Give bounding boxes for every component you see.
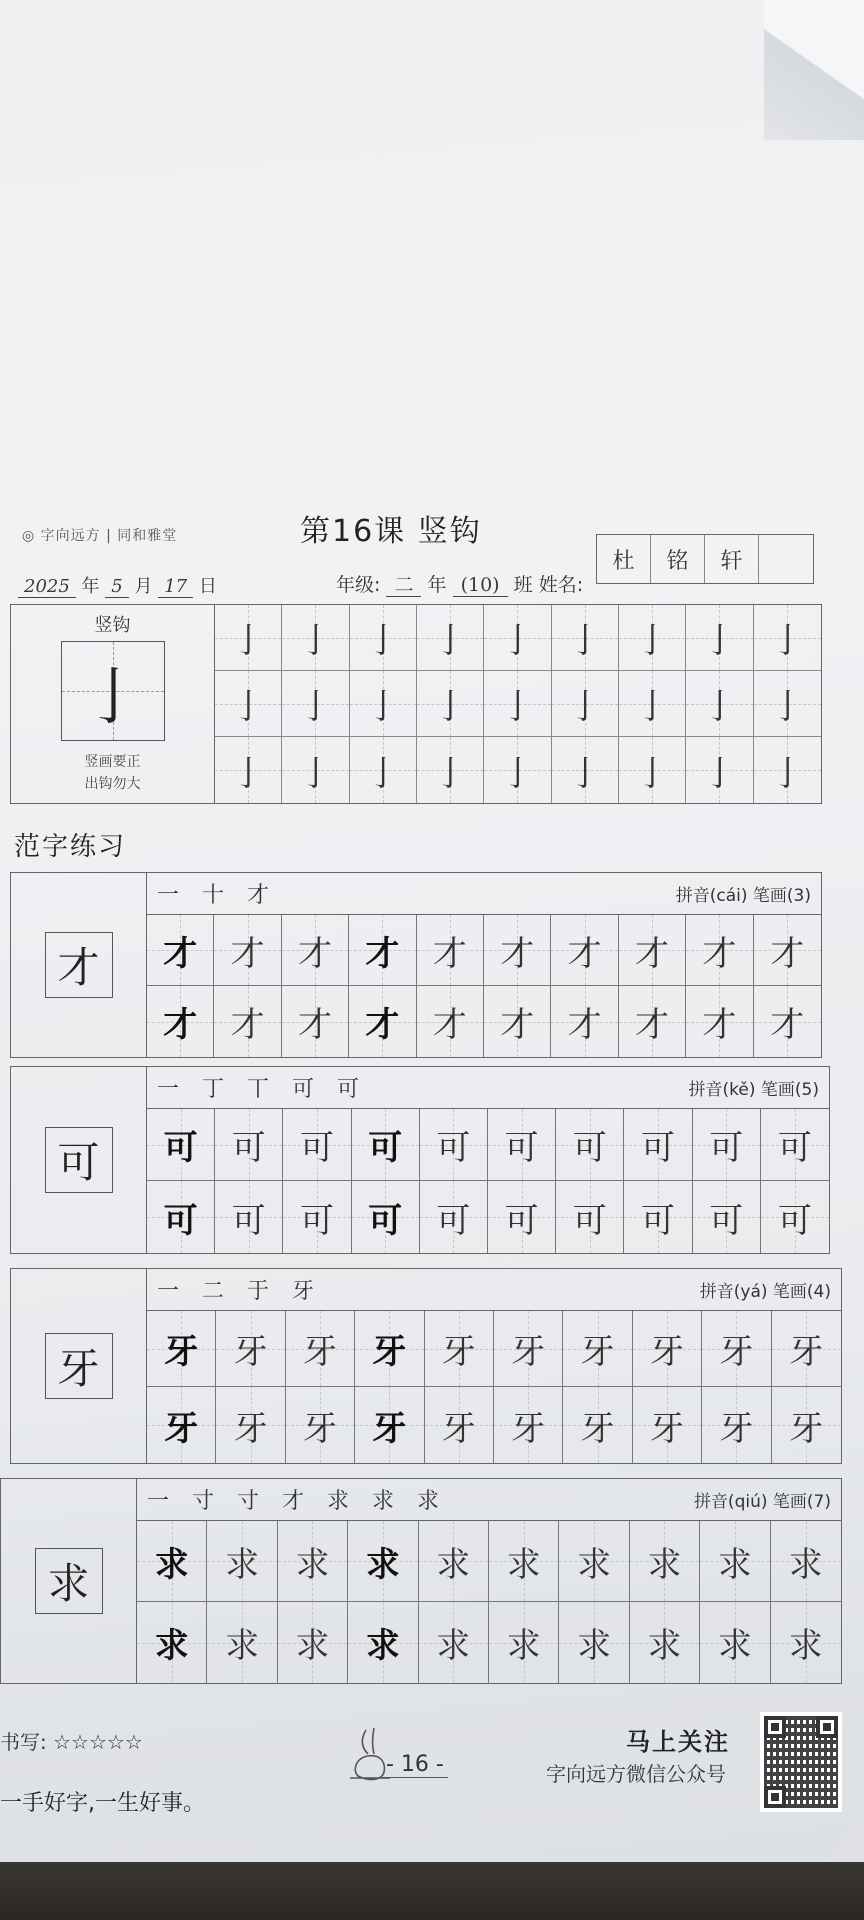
- stroke-practice-glyph: 亅: [635, 687, 670, 727]
- practice-glyph: 才: [365, 1005, 400, 1045]
- practice-cell: [425, 1311, 494, 1387]
- practice-glyph: 求: [154, 1626, 189, 1666]
- practice-cell: [216, 1387, 285, 1463]
- stroke-practice-glyph: 亅: [231, 687, 266, 727]
- page-number: - 16 -: [382, 1752, 448, 1778]
- stroke-practice-cell: [754, 737, 821, 803]
- stroke-tip-line: 竖画要正: [84, 754, 141, 770]
- practice-cell: [633, 1387, 702, 1463]
- stroke-tip: [11, 751, 214, 795]
- practice-cell: [771, 1521, 841, 1602]
- practice-glyph: 可: [436, 1128, 471, 1168]
- date-row: [18, 572, 217, 598]
- practice-cell: [772, 1311, 841, 1387]
- practice-glyph: 才: [770, 933, 805, 974]
- stroke-practice-glyph: 亅: [365, 621, 400, 661]
- stroke-practice-cell: [350, 605, 417, 671]
- practice-cell: [551, 986, 618, 1057]
- name-char-cell: 杜: [597, 535, 651, 583]
- stroke-demo-glyph: 亅: [81, 659, 144, 733]
- practice-glyph: 可: [436, 1200, 471, 1241]
- practice-glyph: 可: [163, 1128, 198, 1168]
- practice-cell: [282, 915, 349, 986]
- practice-cell: [214, 986, 281, 1057]
- practice-glyph: 求: [577, 1544, 612, 1585]
- stroke-practice-cell: [417, 605, 484, 671]
- character-block: [10, 1268, 842, 1464]
- practice-cell: [686, 986, 753, 1057]
- practice-cell: [282, 986, 349, 1057]
- practice-glyph: 才: [770, 1005, 805, 1045]
- practice-glyph: 可: [231, 1128, 266, 1168]
- practice-cell: [420, 1181, 488, 1253]
- practice-cell: [630, 1521, 700, 1602]
- practice-cell: [556, 1109, 624, 1181]
- stroke-practice-glyph: 亅: [567, 687, 602, 727]
- motto: 一手好字,一生好事。: [0, 1791, 205, 1816]
- stroke-practice-cell: [417, 737, 484, 803]
- character-header: [147, 1067, 829, 1109]
- stroke-count-label: 笔画(3): [752, 886, 811, 906]
- practice-cell: [420, 1109, 488, 1181]
- practice-cell: [419, 1521, 489, 1602]
- practice-cell: [761, 1109, 829, 1181]
- practice-cell: [624, 1109, 692, 1181]
- practice-cell: [352, 1181, 420, 1253]
- grade-value: 二: [386, 574, 421, 597]
- stroke-practice-glyph: 亅: [500, 753, 535, 794]
- stroke-practice-cell: [619, 737, 686, 803]
- stroke-practice-glyph: 亅: [365, 753, 400, 794]
- model-char-area: [11, 873, 147, 1057]
- model-character: 牙: [45, 1333, 113, 1399]
- practice-cell: [419, 1602, 489, 1683]
- date-year-label: 年: [81, 576, 100, 597]
- stroke-practice-glyph: 亅: [702, 753, 737, 794]
- grade-label: 年级:: [336, 574, 381, 596]
- practice-glyph: 牙: [719, 1408, 754, 1449]
- practice-glyph: 可: [504, 1128, 539, 1168]
- stroke-practice-cell: [619, 605, 686, 671]
- date-day: 17: [158, 576, 193, 598]
- section-title: 范字练习: [14, 832, 127, 862]
- practice-cell: [700, 1602, 770, 1683]
- practice-glyph: 求: [577, 1626, 612, 1666]
- practice-glyph: 求: [506, 1626, 541, 1666]
- practice-cell: [494, 1311, 563, 1387]
- practice-glyph: 求: [506, 1544, 541, 1585]
- stroke-practice-glyph: 亅: [433, 621, 468, 661]
- practice-cell: [278, 1521, 348, 1602]
- practice-cell: [754, 986, 821, 1057]
- stroke-practice-glyph: 亅: [635, 621, 670, 661]
- practice-cell: [349, 986, 416, 1057]
- model-character: 才: [45, 932, 113, 998]
- practice-glyph: 牙: [580, 1408, 615, 1449]
- stroke-practice-glyph: 亅: [433, 687, 468, 727]
- stroke-practice-cell: [619, 671, 686, 737]
- practice-cell: [349, 915, 416, 986]
- rating-stars: 书写: ☆☆☆☆☆: [0, 1730, 143, 1754]
- practice-glyph: 求: [788, 1626, 823, 1666]
- practice-glyph: 可: [572, 1128, 607, 1168]
- practice-cell: [702, 1387, 771, 1463]
- stroke-practice-cell: [754, 605, 821, 671]
- practice-glyph: 求: [788, 1544, 823, 1585]
- practice-cell: [215, 1109, 283, 1181]
- practice-glyph: 牙: [789, 1332, 824, 1372]
- practice-glyph: 才: [432, 1005, 467, 1045]
- practice-cell: [488, 1109, 556, 1181]
- character-header: [147, 873, 821, 915]
- character-meta: [700, 1277, 831, 1302]
- practice-cell: [489, 1521, 559, 1602]
- practice-glyph: 可: [299, 1200, 334, 1241]
- practice-glyph: 求: [295, 1626, 330, 1666]
- stroke-practice-glyph: 亅: [770, 621, 805, 661]
- character-header: [147, 1269, 841, 1311]
- practice-cell: [761, 1181, 829, 1253]
- practice-glyph: 可: [777, 1128, 812, 1168]
- practice-glyph: 可: [709, 1200, 744, 1241]
- desk-surface: [0, 1862, 864, 1920]
- practice-cell: [216, 1311, 285, 1387]
- character-meta: [694, 1487, 831, 1512]
- practice-cell: [771, 1602, 841, 1683]
- pinyin-label: 拼音(yá): [699, 1282, 768, 1302]
- stroke-practice-glyph: 亅: [770, 753, 805, 794]
- practice-glyph: 求: [647, 1626, 682, 1666]
- practice-cell: [563, 1311, 632, 1387]
- practice-cell: [630, 1602, 700, 1683]
- practice-glyph: 可: [777, 1200, 812, 1241]
- practice-glyph: 牙: [164, 1332, 199, 1372]
- practice-cell: [147, 915, 214, 986]
- practice-cell: [563, 1387, 632, 1463]
- practice-cell: [147, 986, 214, 1057]
- stroke-practice-grid: [215, 605, 821, 803]
- practice-cell: [702, 1311, 771, 1387]
- practice-cell: [137, 1602, 207, 1683]
- practice-glyph: 才: [702, 933, 737, 974]
- practice-cell: [207, 1602, 277, 1683]
- stroke-order: 一 十 才: [157, 883, 277, 908]
- practice-glyph: 求: [225, 1544, 260, 1585]
- stroke-practice-cell: [686, 605, 753, 671]
- stroke-practice-glyph: 亅: [433, 753, 468, 794]
- stroke-count-label: 笔画(7): [772, 1492, 831, 1512]
- practice-cell: [551, 915, 618, 986]
- practice-glyph: 可: [368, 1200, 403, 1241]
- practice-glyph: 牙: [511, 1408, 546, 1449]
- practice-cell: [355, 1387, 424, 1463]
- practice-glyph: 求: [717, 1544, 752, 1585]
- stroke-demo-square: [61, 641, 165, 741]
- practice-glyph: 可: [640, 1200, 675, 1241]
- date-day-label: 日: [198, 576, 217, 597]
- grade-row: [336, 570, 583, 597]
- character-header: [137, 1479, 841, 1521]
- stroke-count-label: 笔画(5): [760, 1080, 819, 1100]
- practice-cell: [633, 1311, 702, 1387]
- practice-glyph: 牙: [441, 1408, 476, 1449]
- practice-glyph: 才: [634, 1005, 669, 1045]
- practice-glyph: 才: [500, 1005, 535, 1045]
- stroke-practice-glyph: 亅: [298, 687, 333, 727]
- follow-title: 马上关注: [626, 1728, 730, 1756]
- practice-glyph: 牙: [372, 1408, 407, 1449]
- practice-glyph: 才: [230, 933, 265, 974]
- stroke-practice-cell: [282, 605, 349, 671]
- practice-cell: [693, 1181, 761, 1253]
- stroke-practice-cell: [215, 671, 282, 737]
- practice-glyph: 可: [709, 1128, 744, 1168]
- stroke-name: 竖钩: [94, 615, 131, 636]
- page-corner: [764, 0, 864, 140]
- stroke-practice-glyph: 亅: [231, 753, 266, 794]
- stroke-practice-glyph: 亅: [500, 621, 535, 661]
- stroke-count-label: 笔画(4): [772, 1282, 831, 1302]
- stroke-practice-glyph: 亅: [500, 687, 535, 727]
- practice-cell: [488, 1181, 556, 1253]
- character-meta: [676, 881, 811, 906]
- name-char-cell: [759, 535, 813, 583]
- practice-cell: [619, 915, 686, 986]
- character-block: [0, 1478, 842, 1684]
- practice-glyph: 才: [567, 1005, 602, 1045]
- practice-glyph: 牙: [441, 1332, 476, 1372]
- practice-cell: [137, 1521, 207, 1602]
- stroke-practice-glyph: 亅: [298, 753, 333, 794]
- practice-glyph: 可: [299, 1128, 334, 1168]
- practice-glyph: 牙: [789, 1408, 824, 1449]
- practice-glyph: 求: [225, 1626, 260, 1666]
- practice-glyph: 才: [634, 933, 669, 974]
- practice-cell: [286, 1387, 355, 1463]
- stroke-order: 一 二 于 牙: [157, 1279, 322, 1304]
- grade-year-label: 年: [427, 574, 447, 596]
- model-char-area: [1, 1479, 137, 1683]
- model-character: 可: [45, 1127, 113, 1193]
- stroke-practice-cell: [552, 605, 619, 671]
- practice-cell: [283, 1109, 351, 1181]
- stroke-practice-cell: [552, 671, 619, 737]
- stroke-practice-glyph: 亅: [702, 621, 737, 661]
- stroke-practice-cell: [350, 737, 417, 803]
- practice-cell: [286, 1311, 355, 1387]
- practice-cell: [147, 1311, 216, 1387]
- stroke-practice-cell: [754, 671, 821, 737]
- practice-cell: [494, 1387, 563, 1463]
- practice-cell: [147, 1387, 216, 1463]
- practice-cell: [283, 1181, 351, 1253]
- stroke-tip-line: 出钩勿大: [84, 776, 141, 792]
- practice-glyph: 牙: [719, 1332, 754, 1372]
- stroke-practice-cell: [484, 605, 551, 671]
- practice-glyph: 牙: [233, 1332, 268, 1372]
- date-month: 5: [105, 576, 128, 598]
- class-value: (10): [453, 574, 508, 597]
- practice-cell: [700, 1521, 770, 1602]
- practice-cell: [348, 1521, 418, 1602]
- practice-glyph: 求: [436, 1544, 471, 1585]
- stroke-order: 一 丁 丅 可 可: [157, 1077, 367, 1102]
- practice-glyph: 才: [230, 1005, 265, 1045]
- practice-cell: [484, 986, 551, 1057]
- stroke-practice-cell: [215, 737, 282, 803]
- practice-glyph: 可: [368, 1128, 403, 1168]
- practice-cell: [352, 1109, 420, 1181]
- name-grid: [596, 534, 814, 584]
- stroke-practice-cell: [484, 671, 551, 737]
- practice-glyph: 求: [365, 1544, 400, 1585]
- stroke-practice-cell: [686, 737, 753, 803]
- stroke-demo: [11, 605, 215, 803]
- practice-cell: [214, 915, 281, 986]
- stroke-practice-glyph: 亅: [567, 621, 602, 661]
- character-meta: [689, 1075, 819, 1100]
- lesson-title: 第16课 竖钩: [300, 514, 482, 549]
- stroke-practice-glyph: 亅: [231, 621, 266, 661]
- character-block: [10, 1066, 830, 1254]
- practice-glyph: 可: [572, 1200, 607, 1241]
- class-label: 班: [513, 574, 533, 596]
- practice-glyph: 牙: [511, 1332, 546, 1372]
- model-char-area: [11, 1269, 147, 1463]
- stroke-practice-glyph: 亅: [567, 753, 602, 794]
- practice-glyph: 可: [163, 1200, 198, 1241]
- practice-glyph: 求: [154, 1544, 189, 1585]
- stroke-practice-cell: [417, 671, 484, 737]
- practice-glyph: 可: [231, 1200, 266, 1241]
- character-practice-grid: [137, 1521, 841, 1683]
- character-practice-grid: [147, 1311, 841, 1463]
- practice-glyph: 求: [436, 1626, 471, 1666]
- name-char-cell: 轩: [705, 535, 759, 583]
- date-year: 2025: [18, 576, 76, 598]
- practice-cell: [559, 1521, 629, 1602]
- name-char-cell: 铭: [651, 535, 705, 583]
- practice-glyph: 求: [717, 1626, 752, 1666]
- practice-glyph: 才: [500, 933, 535, 974]
- model-char-area: [11, 1067, 147, 1253]
- stroke-practice-cell: [552, 737, 619, 803]
- stroke-practice-glyph: 亅: [770, 687, 805, 727]
- practice-glyph: 可: [640, 1128, 675, 1168]
- character-practice-grid: [147, 1109, 829, 1253]
- stroke-practice-glyph: 亅: [635, 753, 670, 794]
- pinyin-label: 拼音(cái): [675, 886, 748, 906]
- practice-glyph: 牙: [233, 1408, 268, 1449]
- brand-logo: ◎ 字向远方 | 同和雅堂: [22, 528, 178, 544]
- pinyin-label: 拼音(qiú): [693, 1492, 768, 1512]
- practice-cell: [425, 1387, 494, 1463]
- practice-glyph: 才: [702, 1005, 737, 1045]
- practice-glyph: 才: [297, 1005, 332, 1045]
- practice-cell: [619, 986, 686, 1057]
- practice-glyph: 才: [163, 933, 198, 974]
- practice-cell: [355, 1311, 424, 1387]
- character-block: [10, 872, 822, 1058]
- practice-cell: [489, 1602, 559, 1683]
- practice-glyph: 牙: [580, 1332, 615, 1372]
- practice-cell: [215, 1181, 283, 1253]
- practice-cell: [484, 915, 551, 986]
- stroke-practice-cell: [282, 737, 349, 803]
- practice-cell: [278, 1602, 348, 1683]
- practice-cell: [207, 1521, 277, 1602]
- pinyin-label: 拼音(kě): [688, 1080, 756, 1100]
- practice-cell: [348, 1602, 418, 1683]
- stroke-practice-glyph: 亅: [365, 687, 400, 727]
- practice-glyph: 牙: [649, 1408, 684, 1449]
- practice-cell: [754, 915, 821, 986]
- character-practice-grid: [147, 915, 821, 1057]
- practice-cell: [417, 986, 484, 1057]
- date-month-label: 月: [134, 576, 153, 597]
- practice-glyph: 才: [365, 933, 400, 974]
- practice-glyph: 求: [365, 1626, 400, 1666]
- practice-glyph: 可: [504, 1200, 539, 1241]
- practice-glyph: 牙: [302, 1408, 337, 1449]
- practice-glyph: 求: [295, 1544, 330, 1585]
- stroke-practice-cell: [350, 671, 417, 737]
- practice-glyph: 才: [567, 933, 602, 974]
- practice-cell: [686, 915, 753, 986]
- follow-subtitle: 字向远方微信公众号: [546, 1762, 726, 1786]
- name-label: 姓名:: [538, 574, 584, 596]
- stroke-order: 一 寸 寸 才 求 求 求: [147, 1489, 447, 1514]
- stroke-practice-glyph: 亅: [298, 621, 333, 661]
- practice-glyph: 牙: [302, 1332, 337, 1372]
- practice-cell: [693, 1109, 761, 1181]
- practice-cell: [559, 1602, 629, 1683]
- practice-glyph: 求: [647, 1544, 682, 1585]
- practice-cell: [624, 1181, 692, 1253]
- practice-glyph: 才: [432, 933, 467, 974]
- stroke-practice-box: [10, 604, 822, 804]
- practice-glyph: 牙: [164, 1408, 199, 1449]
- practice-glyph: 才: [163, 1005, 198, 1045]
- practice-glyph: 牙: [649, 1332, 684, 1372]
- practice-cell: [147, 1109, 215, 1181]
- model-character: 求: [35, 1548, 103, 1614]
- stroke-practice-cell: [282, 671, 349, 737]
- stroke-practice-cell: [686, 671, 753, 737]
- practice-glyph: 才: [297, 933, 332, 974]
- practice-cell: [556, 1181, 624, 1253]
- qr-code-icon[interactable]: [760, 1712, 842, 1812]
- stroke-practice-cell: [215, 605, 282, 671]
- practice-glyph: 牙: [372, 1332, 407, 1372]
- stroke-practice-glyph: 亅: [702, 687, 737, 727]
- stroke-practice-cell: [484, 737, 551, 803]
- practice-cell: [147, 1181, 215, 1253]
- practice-cell: [772, 1387, 841, 1463]
- practice-cell: [417, 915, 484, 986]
